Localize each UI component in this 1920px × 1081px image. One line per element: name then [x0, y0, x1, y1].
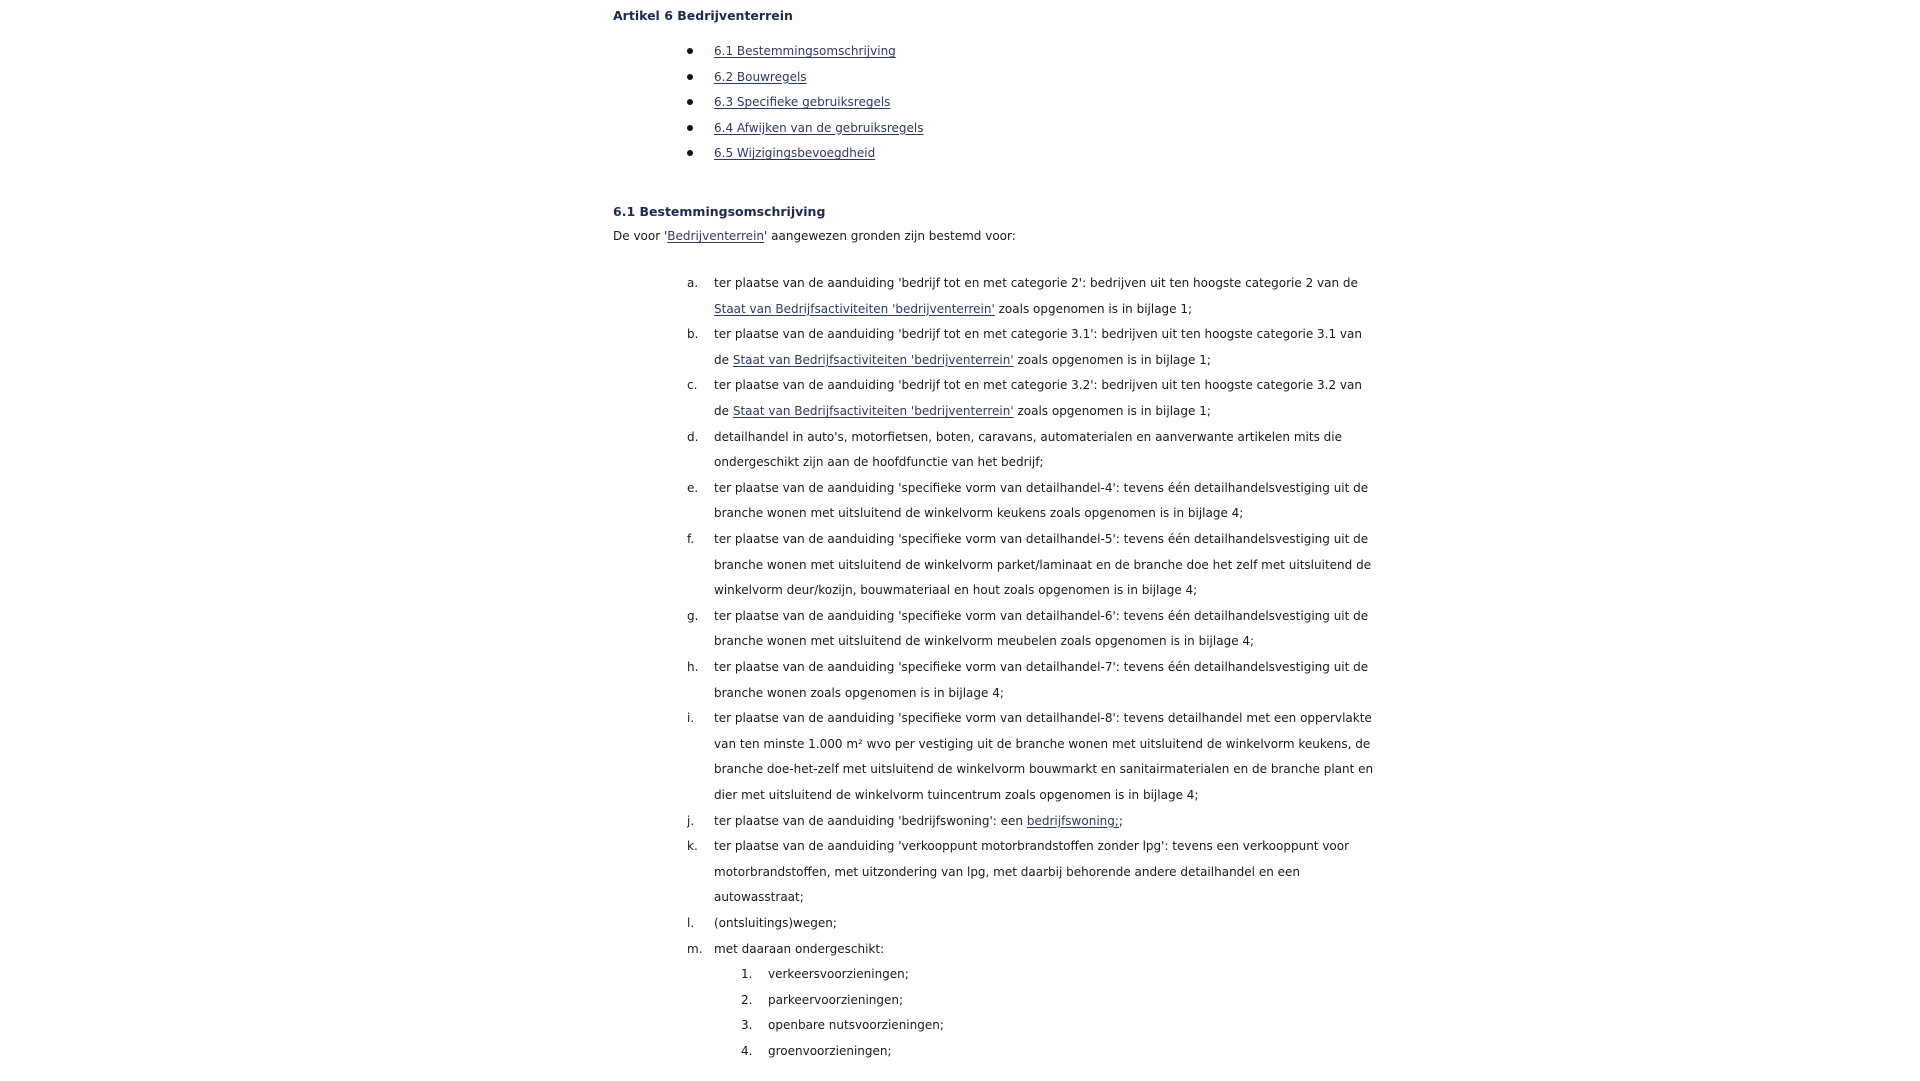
- sub-list-marker: 3.: [741, 1018, 753, 1033]
- intro-text-before: De voor ': [613, 229, 668, 243]
- toc-link[interactable]: 6.1 Bestemmingsomschrijving: [714, 44, 896, 58]
- list-item-line: [714, 353, 1211, 367]
- list-item-line: (ontsluitings)wegen;: [714, 916, 837, 930]
- sub-list-marker: 2.: [741, 992, 753, 1007]
- list-item-line: motorbrandstoffen, met uitzondering van lpg, met daarbij behorende andere detailhandel en een: [714, 864, 1300, 879]
- list-item-line: branche wonen met uitsluitend de winkelvorm meubelen zoals opgenomen is in bijlage 4;: [714, 634, 1255, 649]
- line-text: zoals opgenomen is in bijlage 1;: [994, 301, 1193, 316]
- section-title: 6.1 Bestemmingsomschrijving: [613, 204, 826, 219]
- list-marker: a.: [687, 276, 699, 290]
- list-item-line: ter plaatse van de aanduiding 'specifieke vorm van detailhandel-7': tevens één detailhandelsvestiging uit de: [714, 660, 1369, 674]
- definition-link[interactable]: Staat van Bedrijfsactiviteiten 'bedrijventerrein': [714, 301, 995, 316]
- toc-link[interactable]: 6.3 Specifieke gebruiksregels: [714, 95, 891, 109]
- list-marker: i.: [687, 711, 695, 726]
- list-item-line: ter plaatse van de aanduiding 'bedrijf tot en met categorie 2': bedrijven uit ten hoogste categorie 2 van de: [714, 276, 1358, 290]
- list-marker: l.: [687, 916, 695, 930]
- bedrijventerrein-link[interactable]: Bedrijventerrein: [667, 229, 765, 243]
- list-marker: f.: [687, 532, 695, 546]
- definition-link[interactable]: bedrijfswoning;: [1026, 813, 1119, 828]
- list-item-line: [714, 404, 1211, 418]
- list-item-line: dier met uitsluitend de winkelvorm tuincentrum zoals opgenomen is in bijlage 4;: [714, 788, 1199, 802]
- sub-list-marker: 1.: [741, 967, 753, 982]
- intro-text-after: ' aangewezen gronden zijn bestemd voor:: [764, 229, 1016, 243]
- toc-bullet: [687, 125, 693, 131]
- list-marker: d.: [687, 429, 699, 444]
- list-item-line: branche doe-het-zelf met uitsluitend de winkelvorm bouwmarkt en sanitairmaterialen en de branche plant en: [714, 762, 1374, 777]
- toc-bullet: [687, 48, 693, 54]
- sub-list-item: parkeervoorzieningen;: [768, 992, 904, 1007]
- line-text: ;: [1118, 813, 1123, 828]
- list-marker: g.: [687, 608, 699, 623]
- toc-bullet: [687, 99, 693, 105]
- definition-link[interactable]: Staat van Bedrijfsactiviteiten 'bedrijventerrein': [732, 404, 1014, 418]
- line-text: de: [714, 404, 733, 418]
- line-text: ter plaatse van de aanduiding 'bedrijfswoning': een: [714, 813, 1027, 828]
- list-item-line: ter plaatse van de aanduiding 'verkooppunt motorbrandstoffen zonder lpg': tevens een verkooppunt voor: [714, 839, 1350, 854]
- list-item-line: [714, 814, 1123, 828]
- toc-bullet: [687, 150, 693, 156]
- list-marker: m.: [687, 941, 703, 956]
- toc-link[interactable]: 6.4 Afwijken van de gebruiksregels: [714, 120, 924, 135]
- toc-link[interactable]: 6.2 Bouwregels: [714, 69, 807, 84]
- sub-list-item: groenvoorzieningen;: [768, 1044, 892, 1058]
- article-title: Artikel 6 Bedrijventerrein: [613, 8, 793, 23]
- list-item-line: branche wonen met uitsluitend de winkelvorm parket/laminaat en de branche doe het zelf met uitsluitend de: [714, 557, 1372, 572]
- sub-list-item: verkeersvoorzieningen;: [768, 967, 909, 982]
- list-marker: k.: [687, 839, 698, 854]
- toc-link[interactable]: 6.5 Wijzigingsbevoegdheid: [714, 146, 876, 160]
- list-item-line: ter plaatse van de aanduiding 'specifieke vorm van detailhandel-5': tevens één detailhandelsvestiging uit de: [714, 532, 1369, 546]
- definition-link[interactable]: Staat van Bedrijfsactiviteiten 'bedrijventerrein': [732, 352, 1014, 367]
- list-item-line: ter plaatse van de aanduiding 'specifieke vorm van detailhandel-8': tevens detailhandel met een oppervlakte: [714, 711, 1372, 726]
- list-item-line: [714, 302, 1192, 316]
- list-item-line: ter plaatse van de aanduiding 'bedrijf tot en met categorie 3.1': bedrijven uit ten hoogste categorie 3.1 van: [714, 327, 1362, 342]
- list-marker: e.: [687, 480, 699, 495]
- section-intro: [613, 229, 1016, 243]
- sub-list-marker: 4.: [741, 1044, 753, 1058]
- list-item-line: met daaraan ondergeschikt:: [714, 941, 885, 956]
- list-item-line: detailhandel in auto's, motorfietsen, boten, caravans, automaterialen en aanverwante artikelen mits die: [714, 429, 1342, 444]
- list-marker: c.: [687, 378, 698, 393]
- list-item-line: winkelvorm deur/kozijn, bouwmateriaal en hout zoals opgenomen is in bijlage 4;: [714, 583, 1198, 598]
- list-item-line: branche wonen zoals opgenomen is in bijlage 4;: [714, 685, 1004, 700]
- list-item-line: branche wonen met uitsluitend de winkelvorm keukens zoals opgenomen is in bijlage 4;: [714, 506, 1244, 521]
- list-item-line: ondergeschikt zijn aan de hoofdfunctie van het bedrijf;: [714, 455, 1044, 470]
- toc-bullet: [687, 74, 693, 80]
- list-item-line: ter plaatse van de aanduiding 'specifieke vorm van detailhandel-6': tevens één detailhandelsvestiging uit de: [714, 608, 1369, 623]
- list-marker: j.: [687, 813, 695, 828]
- line-text: de: [714, 352, 733, 367]
- list-item-line: ter plaatse van de aanduiding 'bedrijf tot en met categorie 3.2': bedrijven uit ten hoogste categorie 3.2 van: [714, 378, 1362, 393]
- sub-list-item: openbare nutsvoorzieningen;: [768, 1018, 944, 1033]
- list-item-line: autowasstraat;: [714, 890, 804, 905]
- line-text: zoals opgenomen is in bijlage 1;: [1013, 352, 1211, 367]
- list-marker: b.: [687, 327, 699, 342]
- line-text: zoals opgenomen is in bijlage 1;: [1013, 404, 1211, 418]
- list-item-line: van ten minste 1.000 m² wvo per vestiging uit de branche wonen met uitsluitend de winkelvorm keukens, de: [714, 736, 1371, 751]
- list-marker: h.: [687, 660, 699, 674]
- list-item-line: ter plaatse van de aanduiding 'specifieke vorm van detailhandel-4': tevens één detailhandelsvestiging uit de: [714, 480, 1369, 495]
